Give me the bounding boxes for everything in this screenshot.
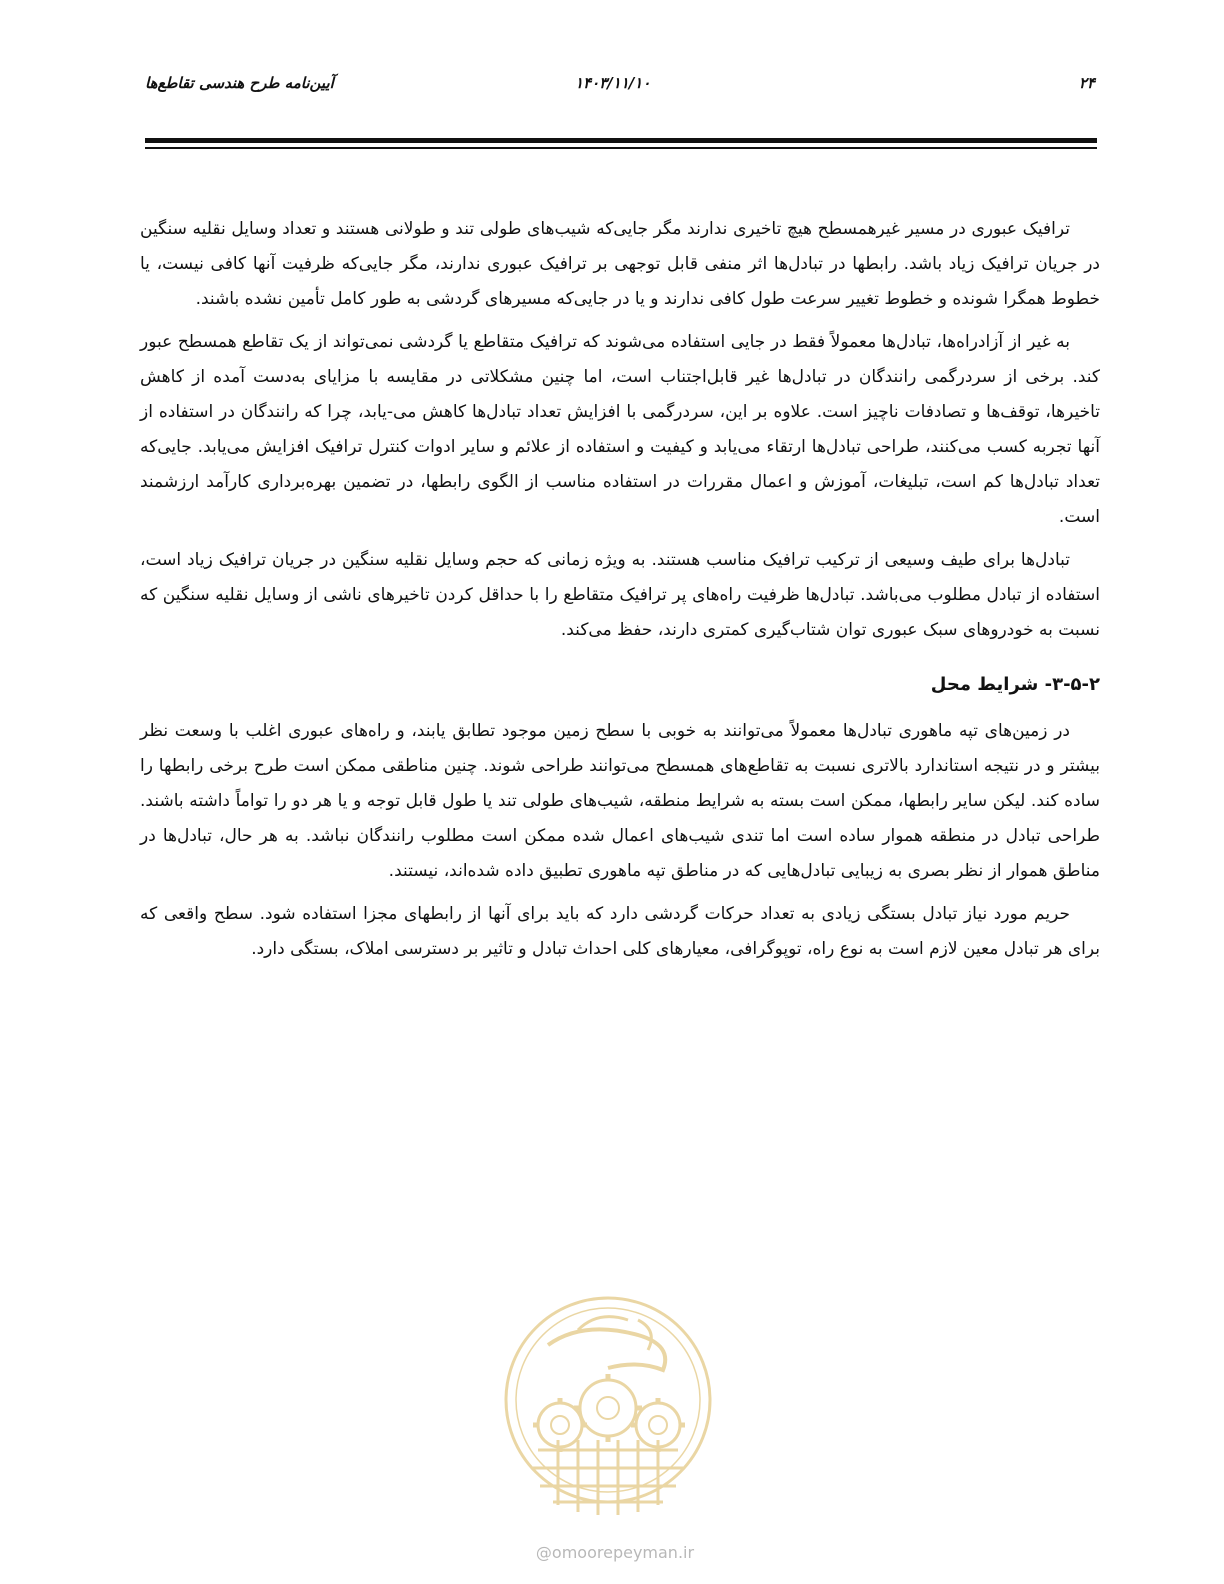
header-rule-thick xyxy=(145,138,1097,143)
watermark-url: @omoorepeyman.ir xyxy=(535,1543,695,1562)
paragraph: ترافیک عبوری در مسیر غیرهمسطح هیچ تاخیری ندارند مگر جایی‌که شیب‌های طولی تند و طولانی هستند و تعداد وسایل نقلیه سنگین در جریان ترافیک زیاد باشد. رابطها در تبادل‌ها اثر منفی قابل توجهی بر ترافیک عبوری ندارند، مگر جایی‌که ظرفیت آنها کافی نیست، یا خطوط همگرا شونده و خطوط تغییر سرعت طول کافی ندارند و یا در جایی‌که مسیرهای گردشی به طور کامل تأمین نشده باشند. xyxy=(140,219,1100,309)
header-date: ۱۴۰۳/۱۱/۱۰ xyxy=(575,74,651,92)
header-rule-thin xyxy=(145,147,1097,149)
at-icon: @ xyxy=(535,1543,552,1562)
paragraph: به غیر از آزادراه‌ها، تبادل‌ها معمولاً فقط در جایی استفاده می‌شوند که ترافیک متقاطع یا گردشی نمی‌تواند از یک تقاطع همسطح عبور کند. برخی از سردرگمی رانندگان در تبادل‌ها غیر قابل‌اجتناب است، اما چنین مشکلاتی در مقایسه با مزایای به‌دست آمده از کاهش تاخیرها، توقف‌ها و تصادفات ناچیز است. علاوه بر این، سردرگمی با افزایش تعداد تبادل‌ها کاهش می-یابد، چرا که رانندگان در استفاده از آنها تجربه کسب می‌کنند، طراحی تبادل‌ها ارتقاء می‌یابد و کیفیت و استفاده از علائم و سایر ادوات کنترل ترافیک افزایش می‌یابد. جایی‌که تعداد تبادل‌ها کم است، تبلیغات، آموزش و اعمال مقررات در استفاده مناسب از الگوی رابطها، در تضمین بهره‌برداری کارآمد ارزشمند است. xyxy=(140,332,1100,527)
seal-icon xyxy=(488,1290,728,1530)
watermark-logo xyxy=(488,1290,728,1530)
header-title: آیین‌نامه طرح هندسی تقاطع‌ها xyxy=(145,74,334,92)
page-header xyxy=(145,70,1095,100)
body-content xyxy=(140,212,1100,975)
paragraph: در زمین‌های تپه ماهوری تبادل‌ها معمولاً می‌توانند به خوبی با سطح زمین موجود تطابق یابند، و راه‌های عبوری اغلب با وسعت نظر بیشتر و در نتیجه استاندارد بالاتری نسبت به تقاطع‌های همسطح می‌توانند طراحی شوند. چنین مناطقی ممکن است طرح برخی رابطها را ساده کند. لیکن سایر رابطها، ممکن است بسته به شرایط منطقه، شیب‌های طولی تند یا طول قابل توجه و یا هر دو را تواماً داشته باشند. طراحی تبادل در منطقه هموار ساده است اما تندی شیب‌های اعمال شده ممکن است مطلوب رانندگان نباشد. به هر حال، تبادل‌ها در مناطق هموار از نظر بصری به زیبایی تبادل‌هایی که در مناطق تپه ماهوری تطبیق داده شده‌اند، نیستند. xyxy=(140,721,1100,881)
paragraph: حریم مورد نیاز تبادل بستگی زیادی به تعداد حرکات گردشی دارد که باید برای آنها از رابطهای مجزا استفاده شود. سطح واقعی که برای هر تبادل معین لازم است به نوع راه، توپوگرافی، معیارهای کلی احداث تبادل و تاثیر بر دسترسی املاک، بستگی دارد. xyxy=(140,904,1100,959)
page-number: ۲۴ xyxy=(1078,74,1095,92)
paragraph: تبادل‌ها برای طیف وسیعی از ترکیب ترافیک مناسب هستند. به ویژه زمانی که حجم وسایل نقلیه سنگین در جریان ترافیک زیاد است، استفاده از تبادل مطلوب می‌باشد. تبادل‌ها ظرفیت راه‌های پر ترافیک متقاطع را با حداقل کردن تاخیرهای ناشی از وسایل نقلیه سنگین که نسبت به خودروهای سبک عبوری توان شتاب‌گیری کمتری دارند، حفظ می‌کند. xyxy=(140,550,1100,640)
section-heading: ۳-۵-۲- شرایط محل xyxy=(930,674,1100,695)
